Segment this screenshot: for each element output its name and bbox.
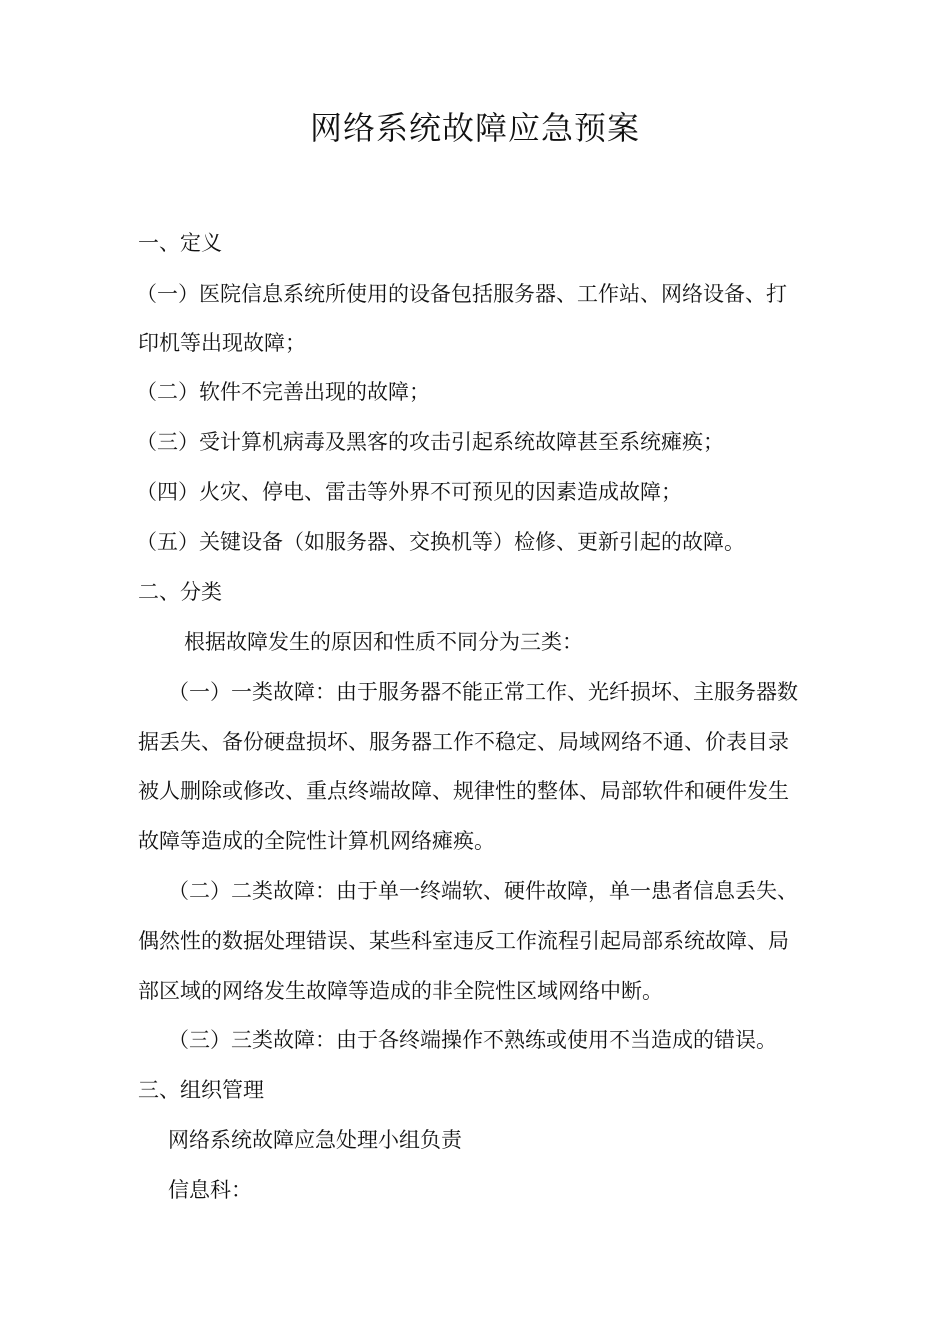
- document-title: 网络系统故障应急预案: [309, 109, 640, 147]
- organization-line-2: 信息科：: [168, 1178, 252, 1202]
- section-heading-organization: 三、组织管理: [138, 1078, 264, 1102]
- section-heading-definition: 一、定义: [138, 231, 222, 255]
- definition-item-4: （四）火灾、停电、雷击等外界不可预见的因素造成故障；: [136, 480, 682, 504]
- definition-item-5: （五）关键设备（如服务器、交换机等）检修、更新引起的故障。: [136, 530, 745, 554]
- class-1-line-2: 据丢失、备份硬盘损坏、服务器工作不稳定、局域网络不通、价表目录: [138, 730, 789, 754]
- definition-item-2: （二）软件不完善出现的故障；: [136, 380, 430, 404]
- class-2-line-2: 偶然性的数据处理错误、某些科室违反工作流程引起局部系统故障、局: [138, 929, 789, 953]
- classification-intro: 根据故障发生的原因和性质不同分为三类：: [184, 630, 583, 654]
- class-1-line-1: （一）一类故障：由于服务器不能正常工作、光纤损坏、主服务器数: [168, 680, 798, 704]
- definition-item-3: （三）受计算机病毒及黑客的攻击引起系统故障甚至系统瘫痪；: [136, 430, 724, 454]
- organization-line-1: 网络系统故障应急处理小组负责: [168, 1128, 462, 1152]
- section-heading-classification: 二、分类: [138, 580, 222, 604]
- definition-item-1-line-2: 印机等出现故障；: [138, 331, 306, 355]
- class-1-line-4: 故障等造成的全院性计算机网络瘫痪。: [138, 829, 495, 853]
- definition-item-1-line-1: （一）医院信息系统所使用的设备包括服务器、工作站、网络设备、打: [136, 282, 787, 306]
- class-3: （三）三类故障：由于各终端操作不熟练或使用不当造成的错误。: [168, 1028, 777, 1052]
- class-2-line-1: （二）二类故障：由于单一终端软、硬件故障，单一患者信息丢失、: [168, 879, 798, 903]
- class-1-line-3: 被人删除或修改、重点终端故障、规律性的整体、局部软件和硬件发生: [138, 779, 789, 803]
- class-2-line-3: 部区域的网络发生故障等造成的非全院性区域网络中断。: [138, 979, 663, 1003]
